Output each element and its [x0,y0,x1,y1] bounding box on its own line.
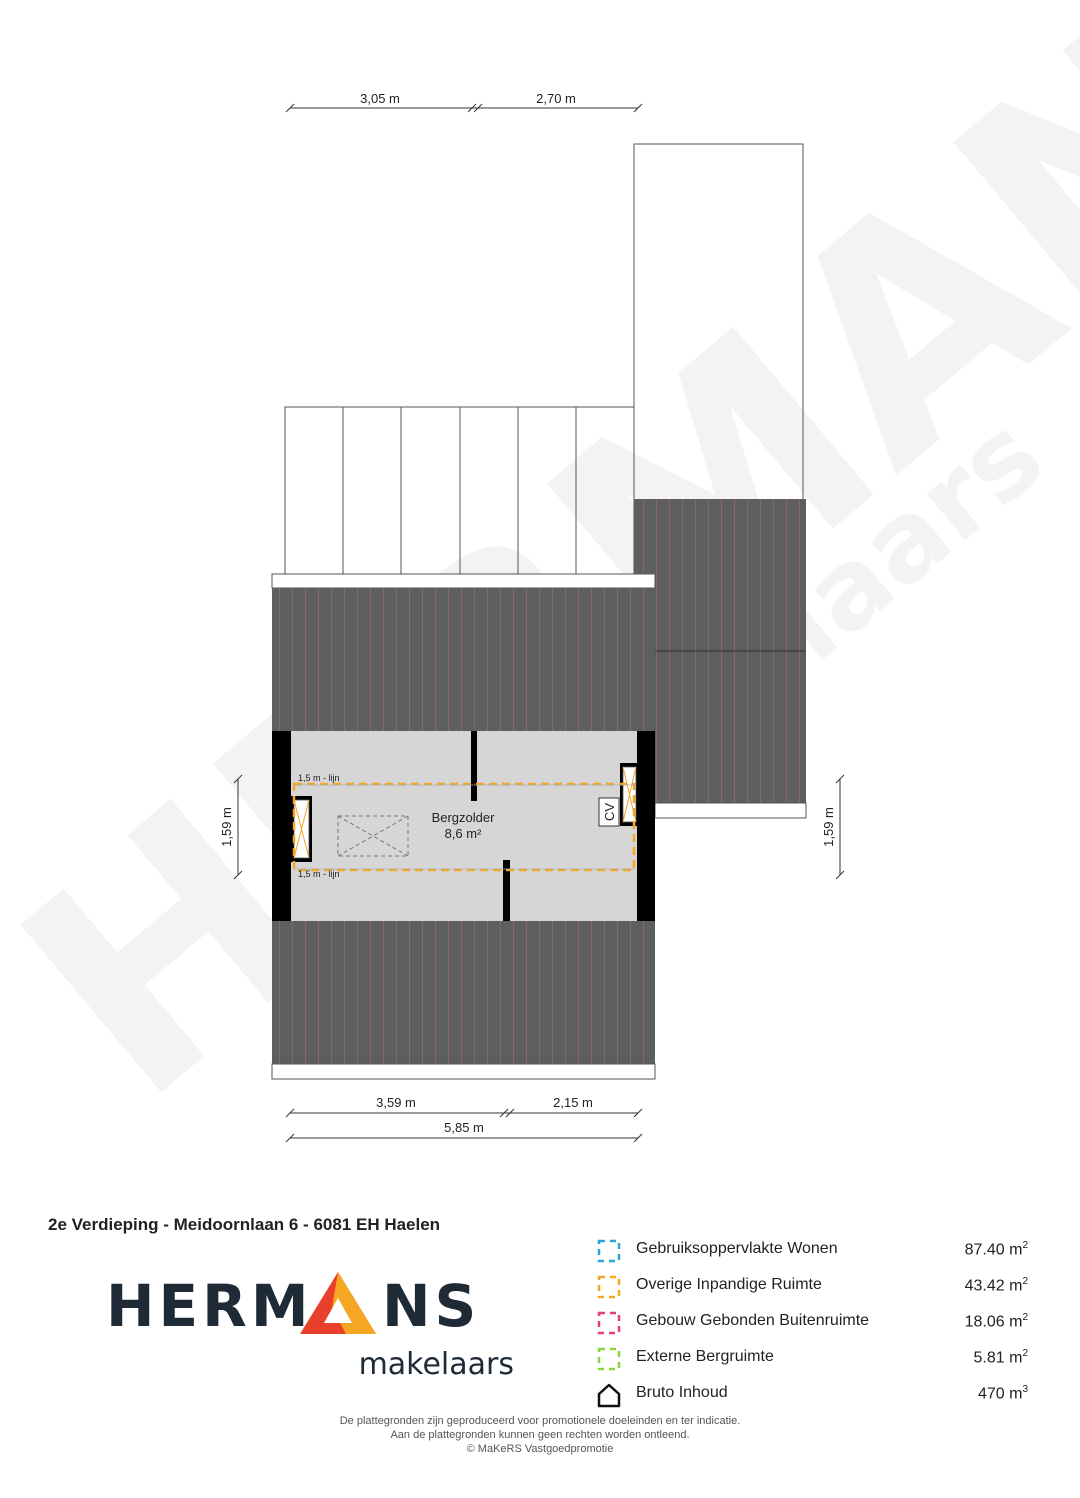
legend-label: Bruto Inhoud [636,1384,728,1401]
legend-row [596,1270,1036,1306]
legend-exponent: 2 [1022,1276,1028,1287]
legend-label: Gebruiksoppervlakte Wonen [636,1240,838,1257]
legend-row [596,1342,1036,1378]
legend-label: Externe Bergruimte [636,1348,774,1365]
legend-unit: m [1009,1313,1023,1331]
legend-unit: m [1009,1241,1023,1259]
dashed-square-icon [596,1346,622,1372]
room-area: 8,6 m² [444,826,482,841]
legend-number: 5.81 [973,1349,1005,1367]
legend-exponent: 2 [1022,1348,1028,1359]
legend-value [974,1348,1028,1367]
logo-main-left: HERM [106,1272,313,1340]
logo-main-right: NS [382,1272,481,1340]
attic-floor [272,731,655,921]
house-outline-icon [596,1382,622,1408]
legend-number: 18.06 [964,1313,1005,1331]
bottom-dimension [286,1095,642,1142]
legend-value [978,1384,1028,1403]
legend-unit: m [1009,1277,1023,1295]
dim-side-left: 1,59 m [219,807,234,847]
legend-row [596,1378,1036,1414]
dim-top-left: 3,05 m [360,91,400,106]
legend-exponent: 2 [1022,1312,1028,1323]
logo-sub: makelaars [358,1347,514,1382]
legend-number: 87.40 [964,1241,1005,1259]
legend-row [596,1234,1036,1270]
room-name: Bergzolder [431,810,495,825]
dim-bottom-right: 2,15 m [553,1095,593,1110]
disclaimer-line2: Aan de plattegronden kunnen geen rechten worden ontleend. [390,1429,690,1441]
dashed-square-icon [596,1274,622,1300]
legend-value [965,1240,1028,1259]
side-dimension-right [821,775,844,879]
top-dimension [286,91,642,112]
dim-bottom-left: 3,59 m [376,1095,416,1110]
legend-row [596,1306,1036,1342]
dim-top-right: 2,70 m [536,91,576,106]
dim-bottom-total: 5,85 m [444,1120,484,1135]
plan-caption: 2e Verdieping - Meidoornlaan 6 - 6081 EH Haelen [48,1215,441,1234]
line-label-bottom: 1,5 m - lijn [298,869,340,879]
legend-exponent: 3 [1022,1384,1028,1395]
legend [596,1234,1036,1414]
cv-label: CV [602,802,617,822]
legend-unit: m [1009,1385,1023,1403]
legend-exponent: 2 [1022,1240,1028,1251]
disclaimer [240,1414,840,1456]
disclaimer-line1: De plattegronden zijn geproduceerd voor promotionele doeleinden en ter indicatie. [339,1415,741,1427]
legend-value [965,1312,1028,1331]
dashed-square-icon [596,1238,622,1264]
legend-value [965,1276,1028,1295]
disclaimer-line3: © MaKeRS Vastgoedpromotie [466,1443,614,1455]
legend-number: 43.42 [964,1277,1005,1295]
line-label-top: 1,5 m - lijn [298,773,340,783]
legend-number: 470 [977,1385,1005,1403]
right-roof-wing [634,499,806,818]
legend-label: Overige Inpandige Ruimte [636,1276,822,1293]
dashed-square-icon [596,1310,622,1336]
hermans-logo [106,1268,526,1388]
legend-label: Gebouw Gebonden Buitenruimte [636,1312,870,1329]
legend-unit: m [1009,1349,1023,1367]
dim-side-right: 1,59 m [821,807,836,847]
